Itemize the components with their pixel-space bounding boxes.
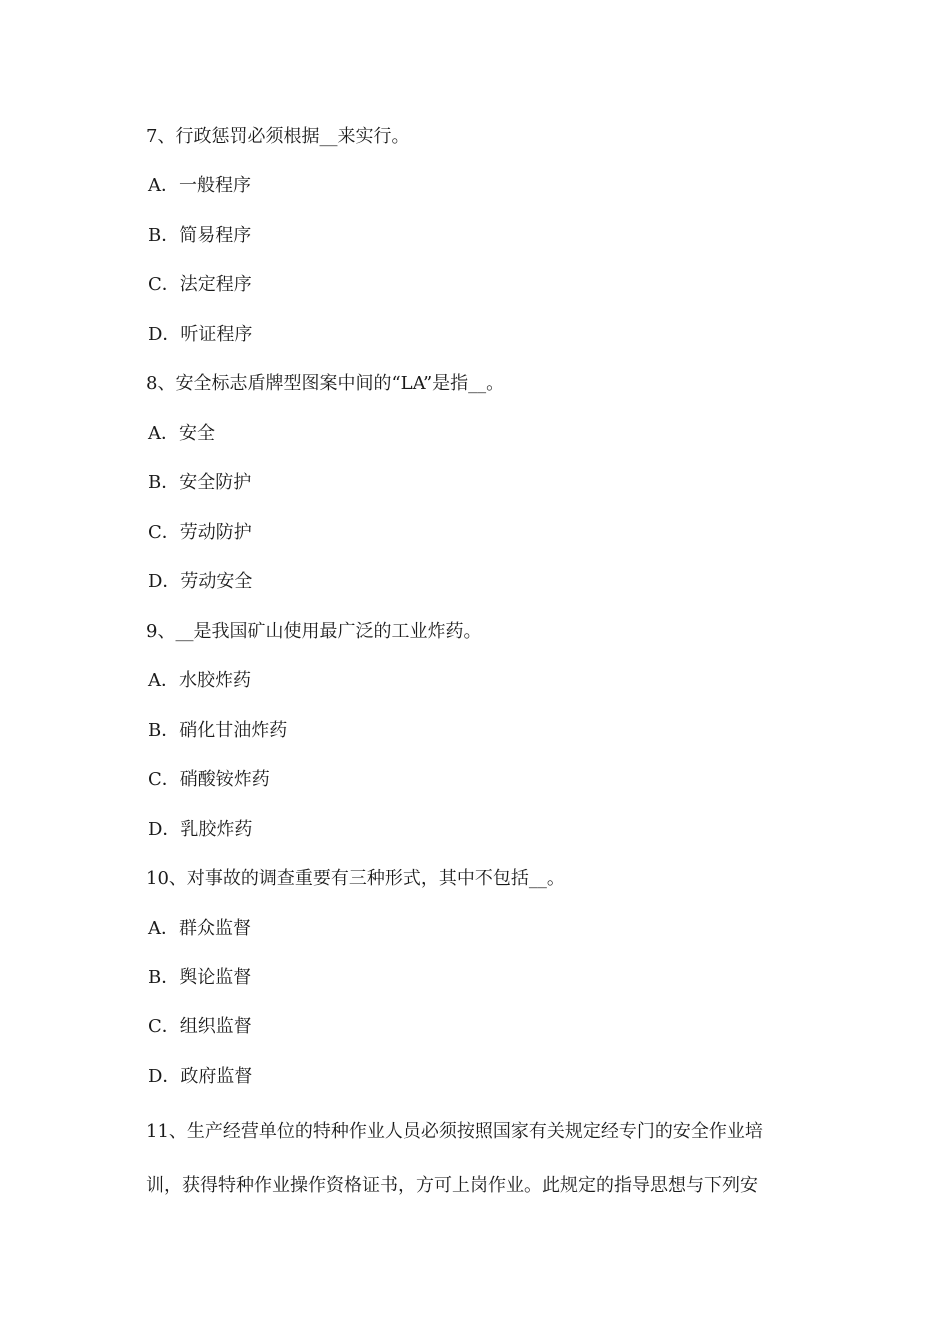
question-10-option-d: D．政府监督 [148,1066,253,1087]
question-9-stem: 9、__是我国矿山使用最广泛的工业炸药。 [146,621,482,642]
question-7-option-d: D．听证程序 [148,324,253,345]
question-9-option-c: C．硝酸铵炸药 [148,769,270,790]
question-7-stem: 7、行政惩罚必须根据__来实行。 [146,126,410,147]
question-10-option-c: C．组织监督 [148,1016,252,1037]
question-11-stem-line-1: 11、生产经营单位的特种作业人员必须按照国家有关规定经专门的安全作业培 [146,1121,763,1142]
question-10-stem: 10、对事故的调查重要有三种形式，其中不包括__。 [146,868,565,889]
question-8-option-c: C．劳动防护 [148,522,252,543]
question-7-option-c: C．法定程序 [148,274,252,295]
question-10-option-a: A．群众监督 [148,918,251,939]
question-9-option-b: B．硝化甘油炸药 [148,720,288,741]
question-8-option-a: A．安全 [148,423,215,444]
question-10-option-b: B．舆论监督 [148,967,252,988]
question-9-option-d: D．乳胶炸药 [148,819,253,840]
question-8-option-d: D．劳动安全 [148,571,253,592]
question-11-stem-line-2: 训，获得特种作业操作资格证书，方可上岗作业。此规定的指导思想与下列安 [146,1175,758,1196]
question-8-stem: 8、安全标志盾牌型图案中间的“LA”是指__。 [146,373,505,394]
question-8-option-b: B．安全防护 [148,472,252,493]
question-7-option-b: B．简易程序 [148,225,252,246]
question-7-option-a: A．一般程序 [148,175,251,196]
question-9-option-a: A．水胶炸药 [148,670,251,691]
